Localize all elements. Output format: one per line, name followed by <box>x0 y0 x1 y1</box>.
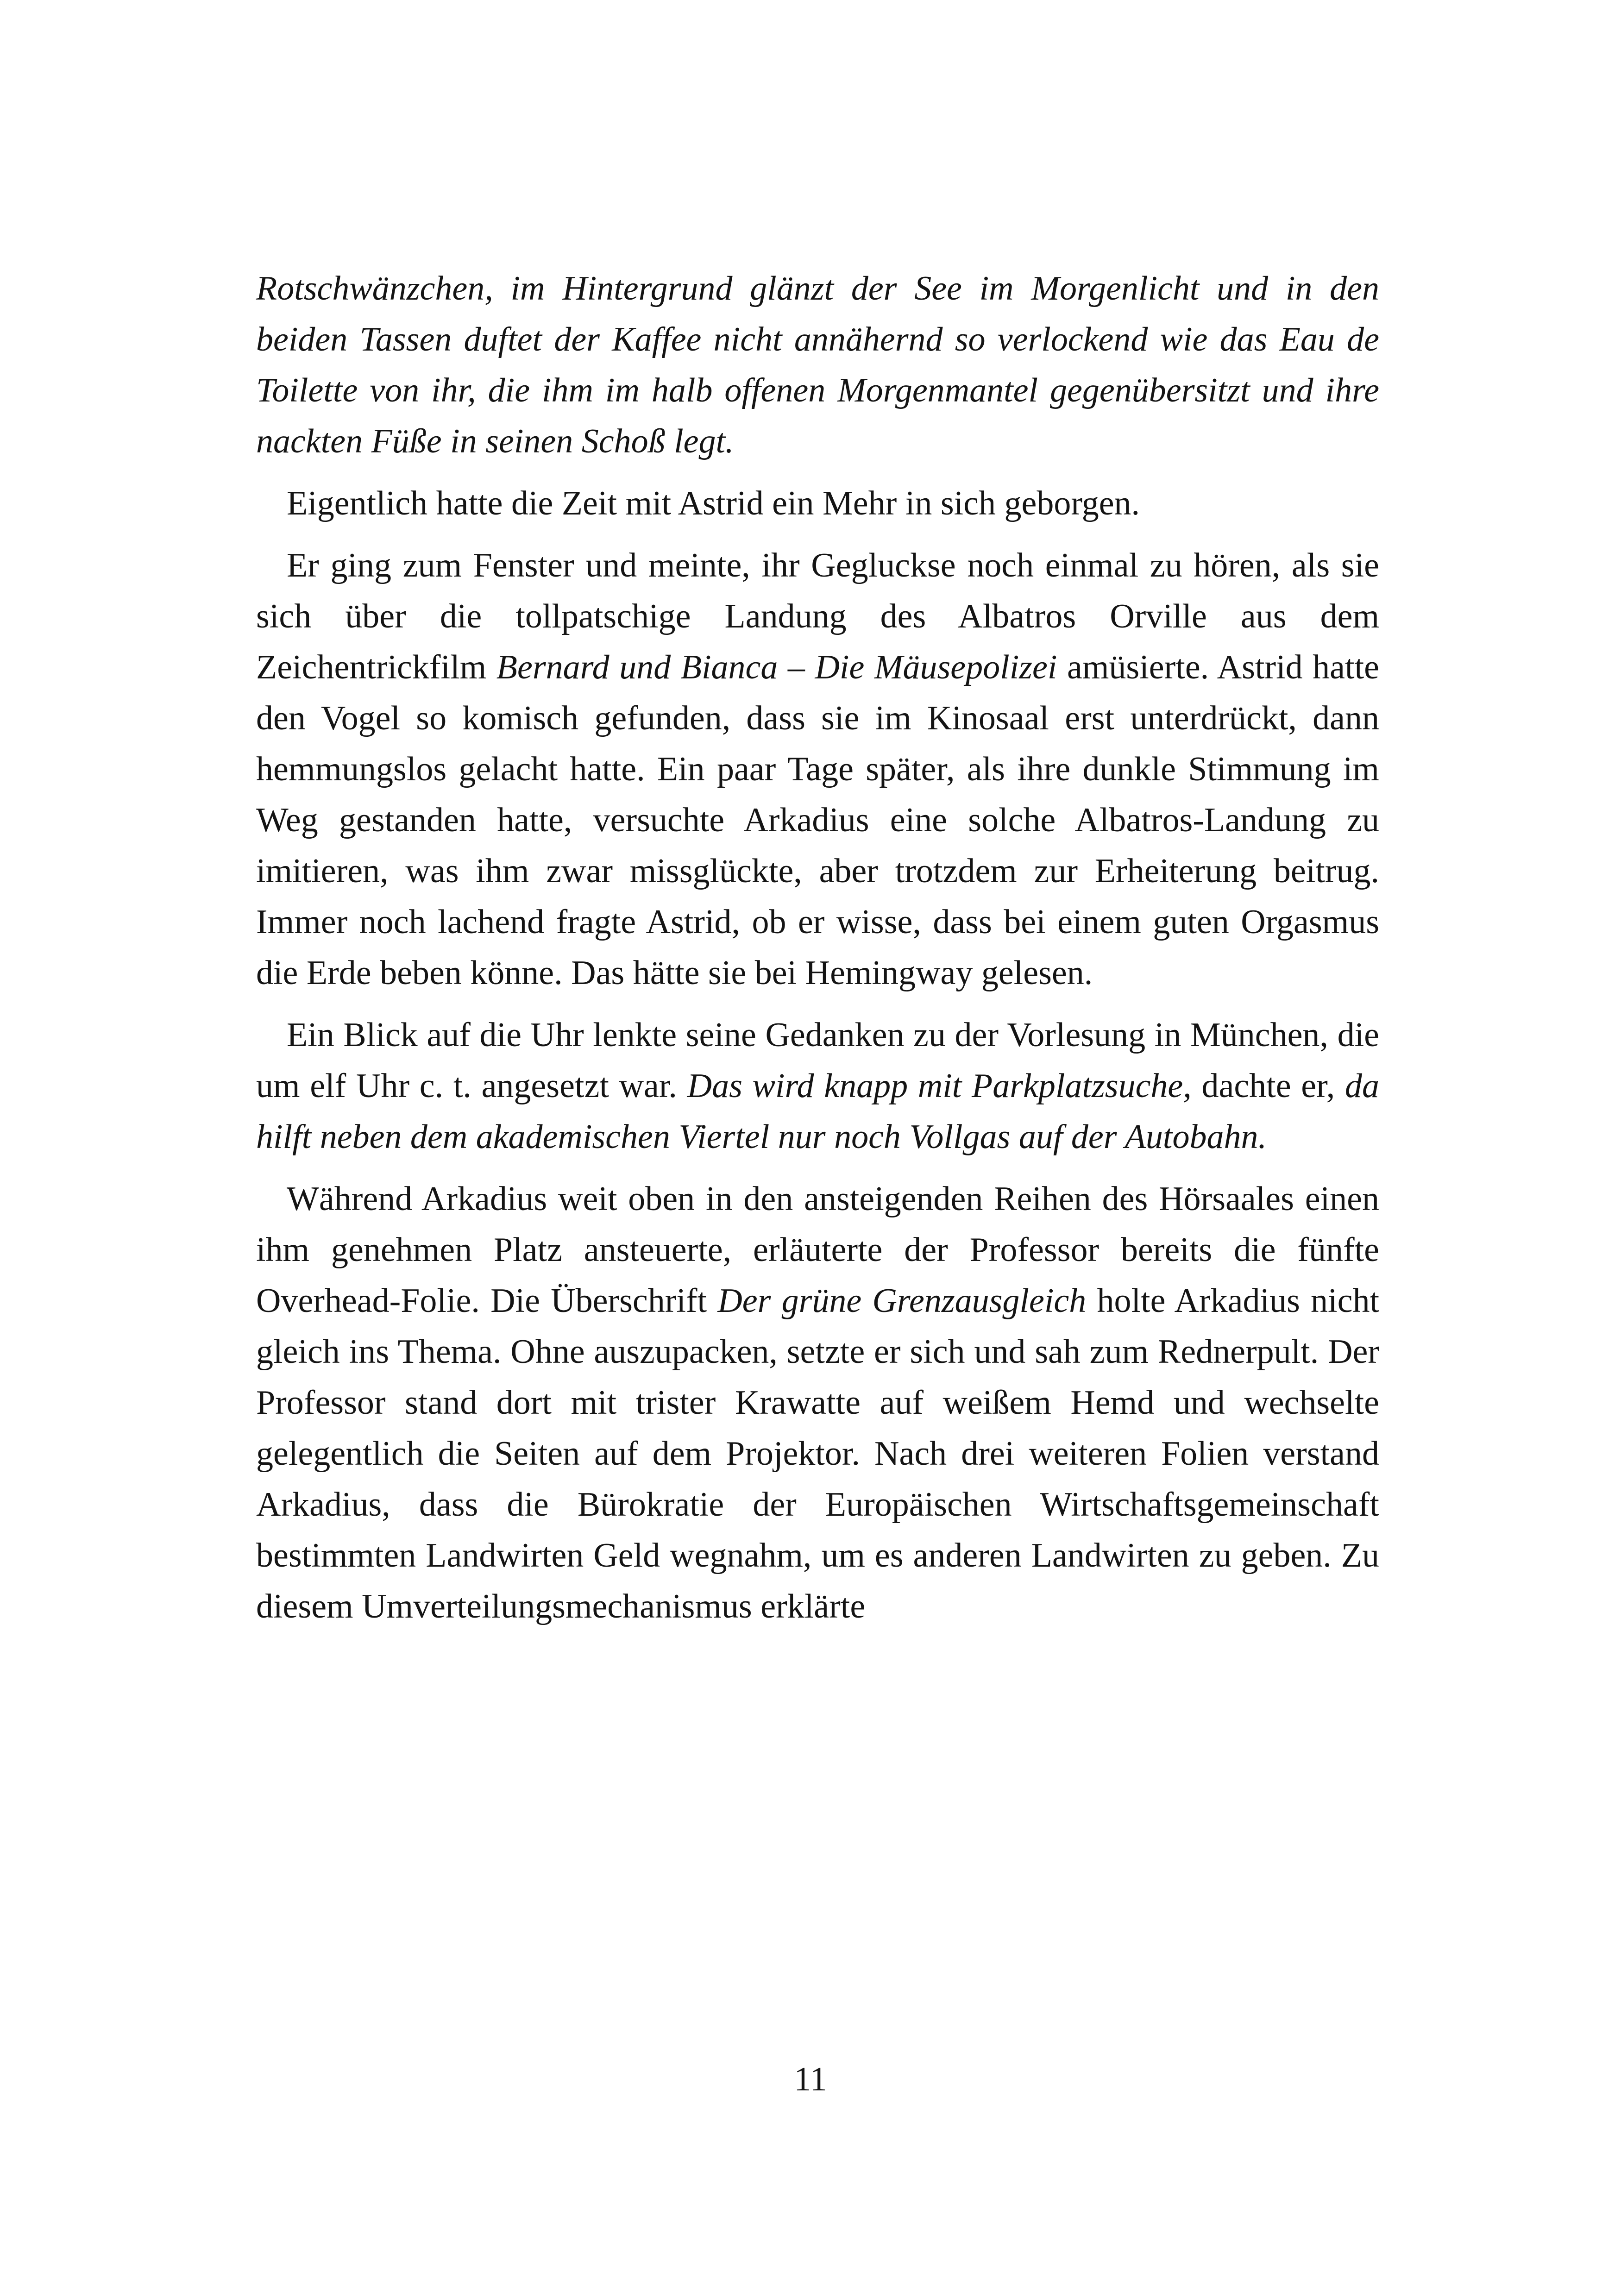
paragraph-3 <box>256 540 1379 998</box>
paragraph-4 <box>256 1010 1379 1162</box>
text-run: amüsierte. Astrid hatte den Vogel so komisch gefunden, dass sie im Kinosaal erst unterdrückt, dann hemmungslos gelacht hatte. Ein paar Tage später, als ihre dunkle Stimmung im Weg gestanden hatte, versuchte Arkadius eine solche Albatros-Landung zu imitieren, was ihm zwar missglückte, aber trotzdem zur Erheiterung beitrug. Immer noch lachend fragte Astrid, ob er wisse, dass bei einem guten Orgasmus die Erde beben könne. Das hätte sie bei Hemingway gelesen. <box>256 648 1379 992</box>
italic-run: Der grüne Grenzausgleich <box>717 1282 1087 1320</box>
italic-run: Bernard und Bianca – Die Mäusepolizei <box>496 648 1057 686</box>
text-run: Eigentlich hatte die Zeit mit Astrid ein Mehr in sich geborgen. <box>287 484 1140 522</box>
paragraph-2 <box>256 478 1379 529</box>
text-run: holte Arkadius nicht gleich ins Thema. Ohne auszupacken, setzte er sich und sah zum Rednerpult. Der Professor stand dort mit trister Krawatte auf weißem Hemd und wechselte gelegentlich die Seiten auf dem Projektor. Nach drei weiteren Folien verstand Arkadius, dass die Bürokratie der Europäischen Wirtschaftsgemeinschaft bestimmten Landwirten Geld wegnahm, um es anderen Landwirten zu geben. Zu diesem Umverteilungsmechanismus erklärte <box>256 1282 1379 1625</box>
paragraph-5 <box>256 1173 1379 1632</box>
italic-run: da hilft neben dem akademischen Viertel nur noch Vollgas auf der Autobahn. <box>256 1067 1379 1156</box>
paragraph-1 <box>256 263 1379 467</box>
text-run: dachte er, <box>1191 1067 1345 1105</box>
text-run: Ein Blick auf die Uhr lenkte seine Gedanken zu der Vorlesung in München, die um elf Uhr c. t. angesetzt war. <box>256 1016 1379 1105</box>
page-number: 11 <box>794 2060 827 2098</box>
body-text <box>256 263 1379 1632</box>
text-run: Während Arkadius weit oben in den ansteigenden Reihen des Hörsaales einen ihm genehmen Platz ansteuerte, erläuterte der Professor bereits die fünfte Overhead-Folie. Die Überschrift <box>256 1180 1379 1320</box>
italic-run: Das wird knapp mit Parkplatzsuche, <box>687 1067 1192 1105</box>
text-run: Er ging zum Fenster und meinte, ihr Gegluckse noch einmal zu hören, als sie sich über die tollpatschige Landung des Albatros Orville aus dem Zeichentrickfilm <box>256 546 1379 686</box>
italic-run: Rotschwänzchen, im Hintergrund glänzt der See im Morgenlicht und in den beiden Tassen duftet der Kaffee nicht annähernd so verlockend wie das Eau de Toilette von ihr, die ihm im halb offenen Morgenmantel gegenübersitzt und ihre nackten Füße in seinen Schoß legt. <box>256 270 1379 460</box>
